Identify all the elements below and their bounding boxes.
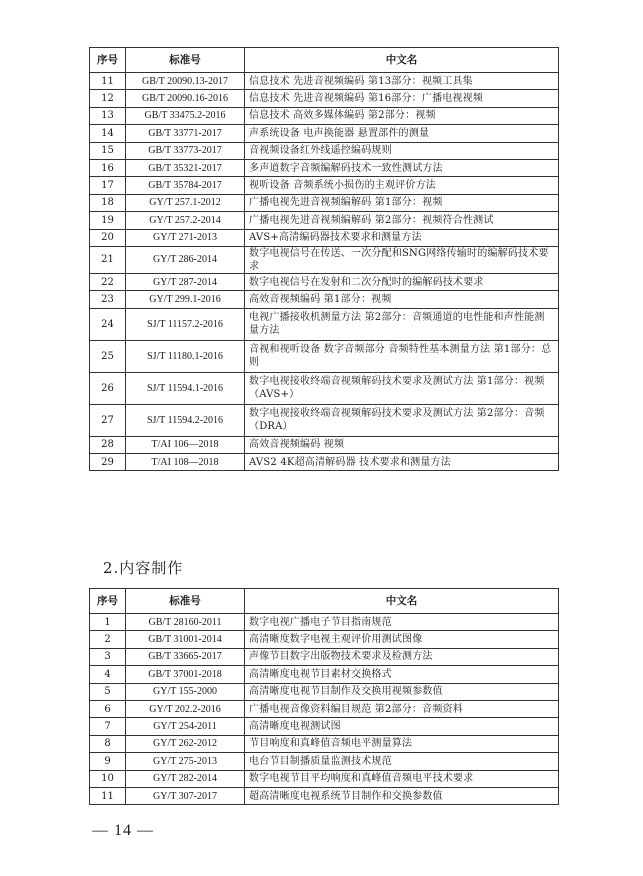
cell-name: 数字电视接收终端音视频解码技术要求及测试方法 第2部分：音频（DRA）: [245, 404, 559, 436]
cell-code: GY/T 287-2014: [126, 273, 245, 290]
table-row: [90, 340, 559, 372]
cell-no: 22: [90, 273, 126, 290]
cell-no: 26: [90, 372, 126, 404]
cell-name: 信息技术 先进音视频编码 第13部分：视频工具集: [245, 73, 559, 90]
cell-name: 高效音视频编码 第1部分：视频: [245, 291, 559, 308]
cell-code: GY/T 307-2017: [126, 787, 245, 804]
table-row: [90, 212, 559, 229]
cell-no: 2: [90, 631, 126, 648]
cell-no: 4: [90, 666, 126, 683]
table-row: [90, 404, 559, 436]
table-row: [90, 648, 559, 665]
cell-code: GY/T 299.1-2016: [126, 291, 245, 308]
table-row: [90, 631, 559, 648]
table-row: [90, 454, 559, 471]
cell-no: 6: [90, 700, 126, 717]
standards-table-1: [89, 47, 559, 471]
cell-no: 13: [90, 107, 126, 124]
cell-name: 数字电视节目平均响度和真峰值音频电平技术要求: [245, 770, 559, 787]
header-code: 标准号: [126, 48, 245, 73]
cell-name: 信息技术 高效多媒体编码 第2部分：视频: [245, 107, 559, 124]
table-row: [90, 125, 559, 142]
cell-name: 高清晰度电视测试图: [245, 718, 559, 735]
table-row: [90, 666, 559, 683]
cell-name: AVS+高清编码器技术要求和测量方法: [245, 229, 559, 246]
cell-name: 声系统设备 电声换能器 悬置部件的测量: [245, 125, 559, 142]
table-body: [90, 73, 559, 471]
cell-name: 高清晰度电视节目素材交换格式: [245, 666, 559, 683]
cell-no: 20: [90, 229, 126, 246]
cell-no: 5: [90, 683, 126, 700]
cell-no: 29: [90, 454, 126, 471]
cell-name: 高效音视频编码 视频: [245, 436, 559, 453]
cell-code: GB/T 33475.2-2016: [126, 107, 245, 124]
table-row: [90, 291, 559, 308]
cell-code: GY/T 282-2014: [126, 770, 245, 787]
cell-no: 25: [90, 340, 126, 372]
cell-name: 视听设备 音频系统小损伤的主观评价方法: [245, 177, 559, 194]
table-row: [90, 683, 559, 700]
cell-code: SJ/T 11594.2-2016: [126, 404, 245, 436]
cell-no: 11: [90, 73, 126, 90]
cell-name: AVS2 4K超高清解码器 技术要求和测量方法: [245, 454, 559, 471]
cell-no: 10: [90, 770, 126, 787]
cell-no: 8: [90, 735, 126, 752]
cell-code: GY/T 271-2013: [126, 229, 245, 246]
cell-name: 电视广播接收机测量方法 第2部分：音频通道的电性能和声性能测量方法: [245, 308, 559, 340]
cell-name: 数字电视信号在发射和二次分配时的编解码技术要求: [245, 273, 559, 290]
cell-code: GB/T 37001-2018: [126, 666, 245, 683]
cell-code: GB/T 20090.13-2017: [126, 73, 245, 90]
cell-no: 3: [90, 648, 126, 665]
cell-name: 节目响度和真峰值音频电平测量算法: [245, 735, 559, 752]
table-row: [90, 735, 559, 752]
header-no: 序号: [90, 589, 126, 614]
table-header-row: [90, 48, 559, 73]
cell-code: T/AI 108—2018: [126, 454, 245, 471]
cell-code: GY/T 257.2-2014: [126, 212, 245, 229]
cell-no: 9: [90, 753, 126, 770]
cell-code: GY/T 155-2000: [126, 683, 245, 700]
page-number: — 14 —: [92, 822, 154, 839]
cell-name: 音视和视听设备 数字音频部分 音频特性基本测量方法 第1部分：总则: [245, 340, 559, 372]
cell-code: SJ/T 11180.1-2016: [126, 340, 245, 372]
table-row: [90, 700, 559, 717]
cell-code: GY/T 286-2014: [126, 246, 245, 273]
cell-code: GY/T 257.1-2012: [126, 194, 245, 211]
cell-no: 19: [90, 212, 126, 229]
table-row: [90, 614, 559, 631]
cell-code: GB/T 33771-2017: [126, 125, 245, 142]
header-code: 标准号: [126, 589, 245, 614]
header-name: 中文名: [245, 48, 559, 73]
cell-code: SJ/T 11157.2-2016: [126, 308, 245, 340]
cell-code: GB/T 35784-2017: [126, 177, 245, 194]
cell-no: 12: [90, 90, 126, 107]
cell-code: T/AI 106—2018: [126, 436, 245, 453]
table-row: [90, 177, 559, 194]
cell-name: 数字电视广播电子节目指南规范: [245, 614, 559, 631]
cell-name: 数字电视接收终端音视频解码技术要求及测试方法 第1部分：视频（AVS+）: [245, 372, 559, 404]
cell-no: 7: [90, 718, 126, 735]
table-header-row: [90, 589, 559, 614]
cell-no: 11: [90, 787, 126, 804]
table-row: [90, 107, 559, 124]
cell-no: 28: [90, 436, 126, 453]
header-name: 中文名: [245, 589, 559, 614]
cell-code: GB/T 31001-2014: [126, 631, 245, 648]
table-row: [90, 372, 559, 404]
cell-name: 广播电视先进音视频编解码 第1部分：视频: [245, 194, 559, 211]
cell-code: GY/T 275-2013: [126, 753, 245, 770]
cell-no: 16: [90, 159, 126, 176]
cell-name: 信息技术 先进音视频编码 第16部分：广播电视视频: [245, 90, 559, 107]
cell-name: 电台节目制播质量监测技术规范: [245, 753, 559, 770]
cell-code: GB/T 33773-2017: [126, 142, 245, 159]
cell-name: 音视频设备红外线遥控编码规则: [245, 142, 559, 159]
table-row: [90, 753, 559, 770]
standards-table-2: [89, 588, 559, 805]
cell-code: GY/T 262-2012: [126, 735, 245, 752]
cell-code: GB/T 28160-2011: [126, 614, 245, 631]
cell-no: 23: [90, 291, 126, 308]
cell-name: 广播电视音像资料编目规范 第2部分：音频资料: [245, 700, 559, 717]
cell-name: 声像节目数字出版物技术要求及检测方法: [245, 648, 559, 665]
table-row: [90, 273, 559, 290]
table-row: [90, 159, 559, 176]
cell-code: GY/T 202.2-2016: [126, 700, 245, 717]
cell-no: 24: [90, 308, 126, 340]
cell-no: 1: [90, 614, 126, 631]
cell-code: GY/T 254-2011: [126, 718, 245, 735]
header-no: 序号: [90, 48, 126, 73]
table-row: [90, 73, 559, 90]
section-heading: 2.内容制作: [103, 559, 184, 577]
table-row: [90, 436, 559, 453]
cell-code: GB/T 33665-2017: [126, 648, 245, 665]
table-row: [90, 308, 559, 340]
cell-no: 27: [90, 404, 126, 436]
cell-name: 高清晰度数字电视主观评价用测试图像: [245, 631, 559, 648]
table-body: [90, 614, 559, 805]
cell-name: 广播电视先进音视频编解码 第2部分：视频符合性测试: [245, 212, 559, 229]
cell-code: GB/T 20090.16-2016: [126, 90, 245, 107]
cell-name: 多声道数字音频编解码技术一致性测试方法: [245, 159, 559, 176]
table-row: [90, 229, 559, 246]
table-row: [90, 787, 559, 804]
cell-name: 超高清晰度电视系统节目制作和交换参数值: [245, 787, 559, 804]
table-row: [90, 718, 559, 735]
table-row: [90, 246, 559, 273]
cell-no: 17: [90, 177, 126, 194]
cell-name: 高清晰度电视节目制作及交换用视频参数值: [245, 683, 559, 700]
cell-no: 14: [90, 125, 126, 142]
cell-code: SJ/T 11594.1-2016: [126, 372, 245, 404]
table-row: [90, 770, 559, 787]
table-row: [90, 194, 559, 211]
cell-code: GB/T 35321-2017: [126, 159, 245, 176]
cell-name: 数字电视信号在传送、一次分配和SNG网络传输时的编解码技术要求: [245, 246, 559, 273]
cell-no: 18: [90, 194, 126, 211]
table-row: [90, 142, 559, 159]
table-row: [90, 90, 559, 107]
cell-no: 15: [90, 142, 126, 159]
cell-no: 21: [90, 246, 126, 273]
